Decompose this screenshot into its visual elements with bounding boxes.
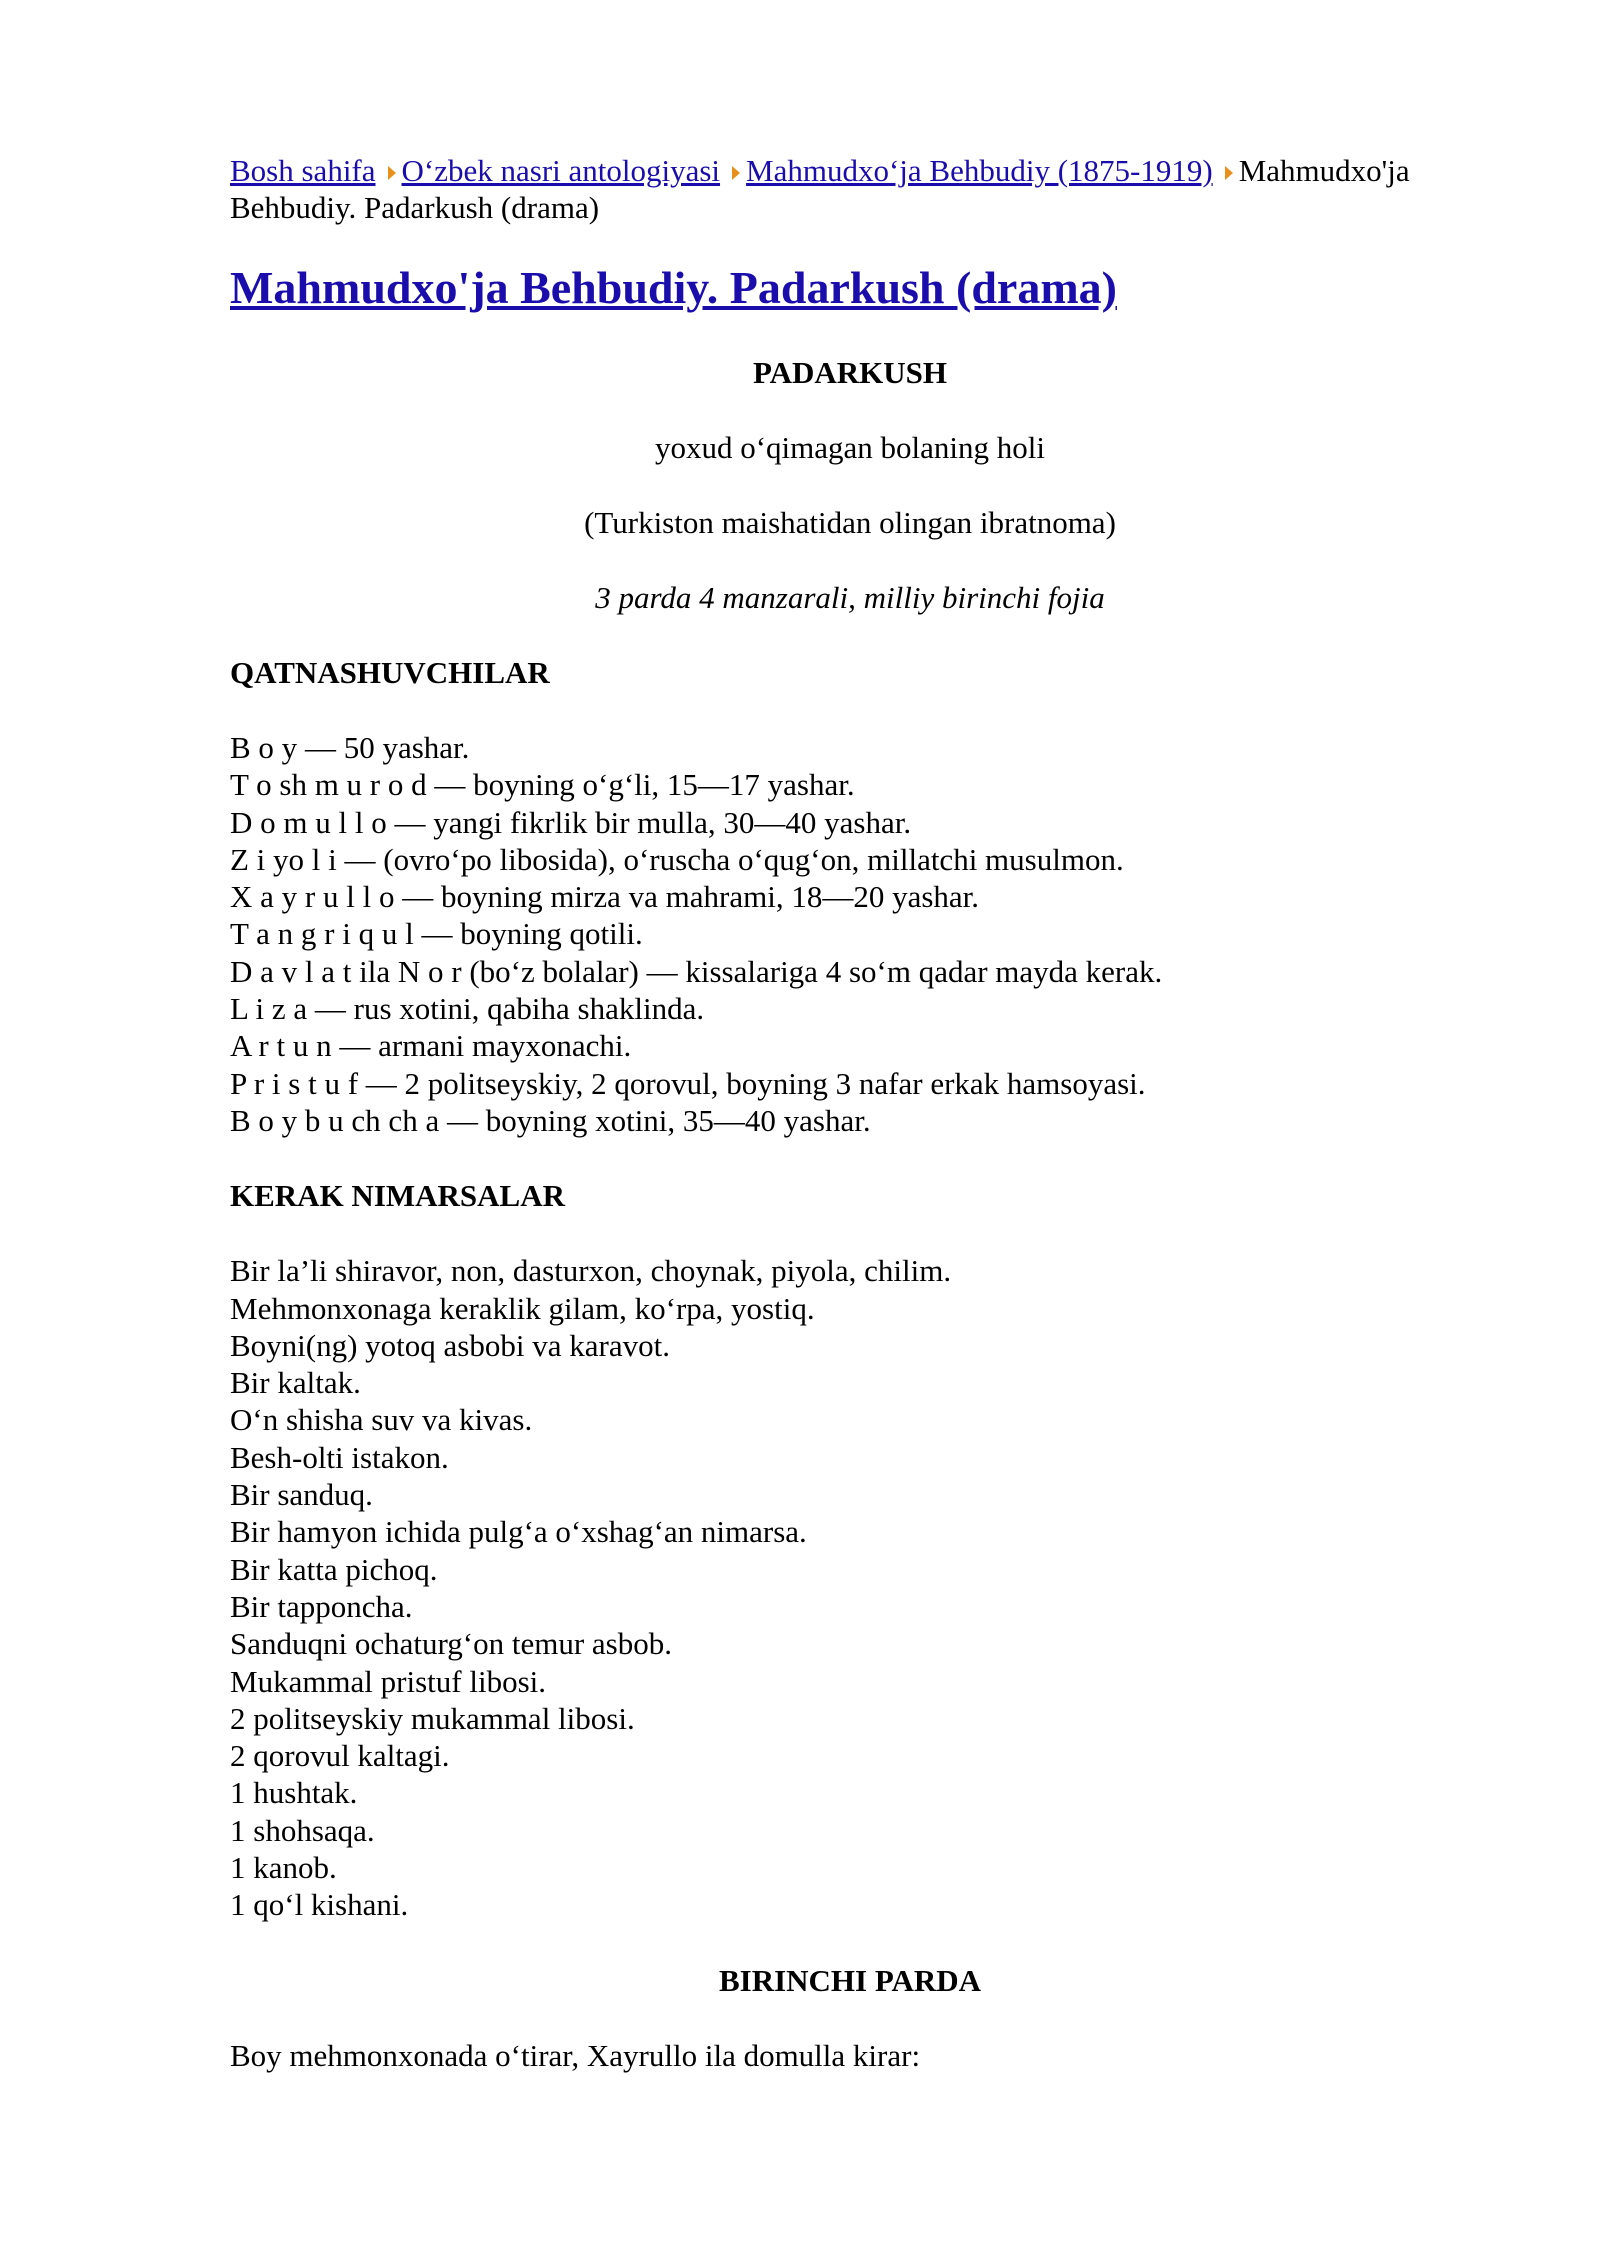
character-row bbox=[230, 990, 1470, 1027]
characters-heading: QATNASHUVCHILAR bbox=[230, 655, 550, 690]
character-name: D a v l a t ila N o r bbox=[230, 953, 462, 989]
list-item: Bir tapponcha. bbox=[230, 1588, 413, 1624]
breadcrumb-separator-icon bbox=[388, 166, 396, 180]
list-item: Sanduqni ochaturg‘on temur asbob. bbox=[230, 1626, 672, 1662]
breadcrumb-link-author[interactable]: Mahmudxo‘ja Behbudiy (1875-1919) bbox=[746, 153, 1213, 188]
character-desc: — yangi fikrlik bir mulla, 30—40 yashar. bbox=[386, 804, 912, 840]
breadcrumb-link-home[interactable]: Bosh sahifa bbox=[230, 153, 376, 188]
character-name: A r t u n bbox=[230, 1028, 332, 1064]
character-row bbox=[230, 1065, 1470, 1102]
play-genre-note: 3 parda 4 manzarali, milliy birinchi fojia bbox=[595, 580, 1105, 615]
character-desc: — armani mayxonachi. bbox=[331, 1028, 632, 1064]
list-item: 2 qorovul kaltagi. bbox=[230, 1738, 450, 1774]
play-subtitle: yoxud o‘qimagan bolaning holi bbox=[654, 430, 1046, 465]
character-desc: — 50 yashar. bbox=[297, 730, 470, 765]
play-subtitle-source: (Turkiston maishatidan olingan ibratnoma) bbox=[584, 505, 1116, 540]
breadcrumb-link-anthology[interactable]: O‘zbek nasri antologiyasi bbox=[401, 153, 721, 188]
character-desc: — boyning mirza va mahrami, 18—20 yashar. bbox=[394, 879, 980, 915]
list-item: Bir sanduq. bbox=[230, 1477, 373, 1513]
character-row bbox=[230, 878, 1470, 915]
character-row bbox=[230, 1027, 1470, 1064]
list-item: 1 shohsaqa. bbox=[230, 1812, 375, 1848]
list-item: 1 hushtak. bbox=[230, 1775, 358, 1811]
character-desc: — boyning o‘g‘li, 15—17 yashar. bbox=[426, 767, 855, 803]
breadcrumb-current: Mahmudxo'ja Behbudiy. Padarkush (drama) bbox=[230, 153, 1410, 225]
character-name: Z i yo l i bbox=[230, 841, 337, 877]
play-title: PADARKUSH bbox=[752, 355, 948, 390]
character-name: T o sh m u r o d bbox=[230, 767, 427, 803]
list-item: O‘n shisha suv va kivas. bbox=[230, 1402, 533, 1438]
character-desc: — 2 politseyskiy, 2 qorovul, boyning 3 nafar erkak hamsoyasi. bbox=[358, 1065, 1146, 1101]
act-heading: BIRINCHI PARDA bbox=[718, 1962, 982, 1998]
character-row bbox=[230, 841, 1470, 878]
character-row bbox=[230, 1102, 1470, 1139]
list-item: 1 qo‘l kishani. bbox=[230, 1887, 409, 1923]
character-row bbox=[230, 953, 1470, 990]
character-name: X a y r u l l o bbox=[230, 879, 395, 915]
breadcrumb bbox=[230, 152, 1470, 226]
character-name: L i z a bbox=[230, 991, 308, 1027]
props-list bbox=[230, 1252, 1470, 1923]
character-row bbox=[230, 729, 1470, 766]
stage-direction: Boy mehmonxonada o‘tirar, Xayrullo ila domulla kirar: bbox=[230, 2037, 921, 2073]
list-item: 1 kanob. bbox=[230, 1850, 337, 1886]
list-item: 2 politseyskiy mukammal libosi. bbox=[230, 1700, 635, 1736]
character-name: T a n g r i q u l bbox=[230, 916, 414, 952]
character-row bbox=[230, 804, 1470, 841]
character-desc: — boyning xotini, 35—40 yashar. bbox=[439, 1102, 871, 1138]
list-item: Bir katta pichoq. bbox=[230, 1551, 438, 1587]
page-title bbox=[230, 260, 1470, 316]
character-desc: — rus xotini, qabiha shaklinda. bbox=[307, 991, 705, 1027]
list-item: Bir la’li shiravor, non, dasturxon, choynak, piyola, chilim. bbox=[230, 1253, 952, 1289]
character-name: B o y b u ch ch a bbox=[230, 1102, 440, 1138]
list-item: Boyni(ng) yotoq asbobi va karavot. bbox=[230, 1327, 670, 1363]
list-item: Bir kaltak. bbox=[230, 1365, 361, 1401]
page-title-link[interactable]: Mahmudxo'ja Behbudiy. Padarkush (drama) bbox=[230, 262, 1117, 313]
props-heading: KERAK NIMARSALAR bbox=[230, 1178, 565, 1214]
breadcrumb-separator-icon bbox=[732, 166, 740, 180]
list-item: Bir hamyon ichida pulg‘a o‘xshag‘an nimarsa. bbox=[230, 1514, 807, 1550]
breadcrumb-separator-icon bbox=[1225, 166, 1233, 180]
character-row bbox=[230, 915, 1470, 952]
character-desc: — (ovro‘po libosida), o‘ruscha o‘qug‘on, millatchi musulmon. bbox=[336, 841, 1124, 877]
character-name: B o y bbox=[230, 730, 298, 765]
list-item: Mukammal pristuf libosi. bbox=[230, 1663, 547, 1699]
list-item: Mehmonxonaga keraklik gilam, ko‘rpa, yostiq. bbox=[230, 1290, 815, 1326]
list-item: Besh-olti istakon. bbox=[230, 1439, 449, 1475]
character-desc: (bo‘z bolalar) — kissalariga 4 so‘m qadar mayda kerak. bbox=[461, 953, 1163, 989]
character-name: D o m u l l o bbox=[230, 804, 387, 840]
characters-list bbox=[230, 729, 1470, 1139]
character-desc: — boyning qotili. bbox=[413, 916, 643, 952]
character-row bbox=[230, 766, 1470, 803]
character-name: P r i s t u f bbox=[230, 1065, 359, 1101]
